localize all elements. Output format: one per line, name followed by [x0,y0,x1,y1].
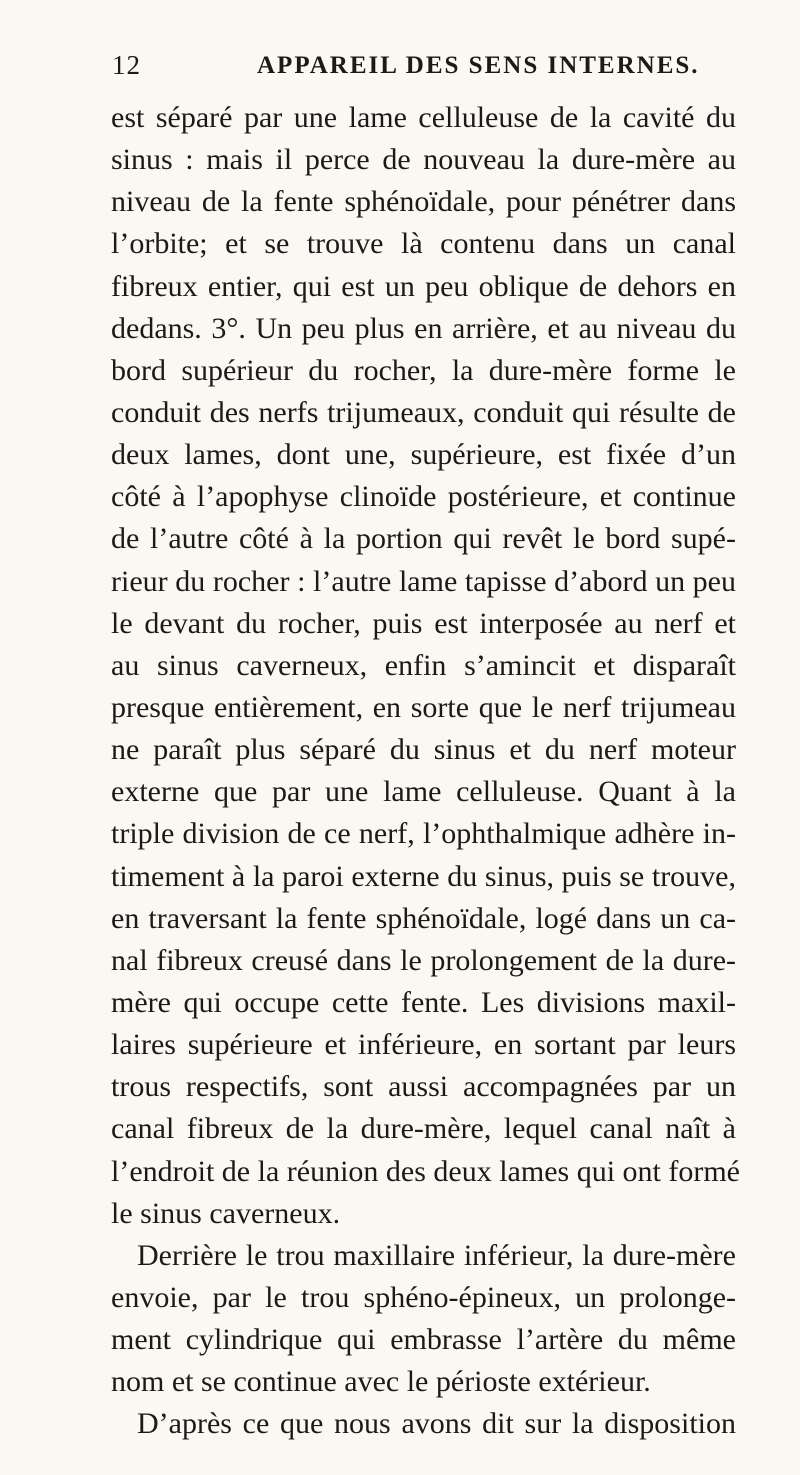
paragraph-end-line: le sinus caverneux. [111,1196,341,1230]
text-line: rieur du rocher : l’autre lame tapisse d’abord un peu [111,564,736,598]
body-text [111,97,740,1446]
running-title: APPAREIL DES SENS INTERNES. [257,52,700,79]
page-header [112,46,732,86]
paragraph-end-line: nom et se continue avec le périoste extérieur. [111,1365,651,1399]
text-line: le devant du rocher, puis est interposée au nerf et [111,606,736,640]
paragraph-start-line: D’après ce que nous avons dit sur la disposition [137,1407,736,1441]
page-number: 12 [112,50,141,80]
text-line: laires supérieure et inférieure, en sortant par leurs [111,1028,736,1062]
text-line: ment cylindrique qui embrasse l’artère du même [111,1323,736,1357]
text-line: mère qui occupe cette fente. Les divisions maxil- [111,985,736,1019]
text-line: nal fibreux creusé dans le prolongement de la dure- [111,943,736,977]
text-line: presque entièrement, en sorte que le nerf trijumeau [111,690,736,724]
text-line: deux lames, dont une, supérieure, est fixée d’un [111,438,736,472]
text-line: ne paraît plus séparé du sinus et du nerf moteur [111,733,736,767]
text-line: envoie, par le trou sphéno-épineux, un prolonge- [111,1280,736,1314]
text-line: sinus : mais il perce de nouveau la dure-mère au [111,143,736,177]
text-line: conduit des nerfs trijumeaux, conduit qui résulte de [111,395,736,429]
paragraph-start-line: Derrière le trou maxillaire inférieur, la dure-mère [137,1238,736,1272]
text-line: l’orbite; et se trouve là contenu dans un canal [111,227,736,261]
text-line: côté à l’apophyse clinoïde postérieure, et continue [111,480,736,514]
text-line: est séparé par une lame celluleuse de la cavité du [111,101,736,134]
text-line: bord supérieur du rocher, la dure-mère forme le [111,353,736,387]
text-line: triple division de ce nerf, l’ophthalmique adhère in- [111,817,736,851]
text-line: fibreux entier, qui est un peu oblique de dehors en [111,269,736,303]
text-line: niveau de la fente sphénoïdale, pour pénétrer dans [111,185,736,219]
text-line: dedans. 3°. Un peu plus en arrière, et au niveau du [111,311,736,345]
text-line: timement à la paroi externe du sinus, puis se trouve, [111,859,736,893]
text-line: trous respectifs, sont aussi accompagnées par un [111,1070,736,1104]
text-line: en traversant la fente sphénoïdale, logé dans un ca- [111,901,736,935]
text-line: l’endroit de la réunion des deux lames qui ont formé [111,1154,740,1188]
text-line: canal fibreux de la dure-mère, lequel canal naît à [111,1112,736,1146]
text-line: au sinus caverneux, enfin s’amincit et disparaît [111,648,736,682]
text-line: de l’autre côté à la portion qui revêt le bord supé- [111,522,736,556]
text-line: externe que par une lame celluleuse. Quant à la [111,775,736,809]
